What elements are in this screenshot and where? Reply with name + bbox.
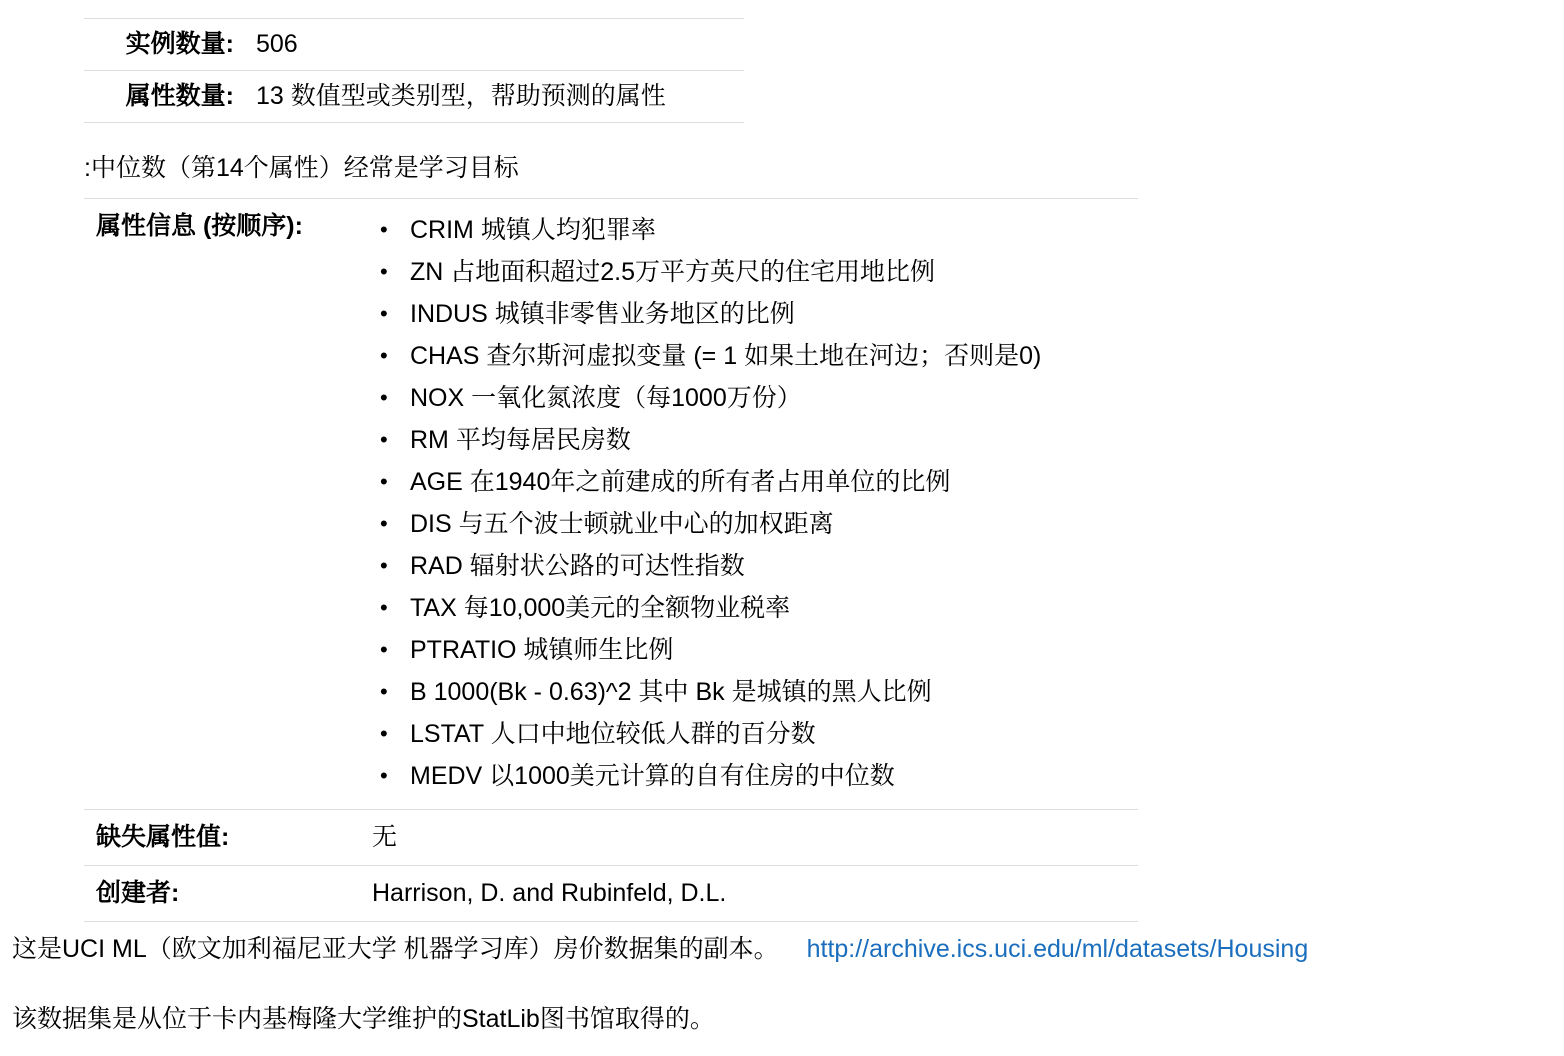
list-item: • ZN 占地面积超过2.5万平方英尺的住宅用地比例 [406, 251, 1130, 293]
list-item: • LSTAT 人口中地位较低人群的百分数 [406, 713, 1130, 755]
attribute-list [372, 209, 1130, 797]
creator-label: 创建者: [96, 879, 180, 907]
list-item: • INDUS 城镇非零售业务地区的比例 [406, 293, 1130, 335]
list-item: • TAX 每10,000美元的全额物业税率 [406, 587, 1130, 629]
attribute-info-table [84, 198, 1138, 922]
list-item: • CHAS 查尔斯河虚拟变量 (= 1 如果土地在河边；否则是0) [406, 335, 1130, 377]
median-note: :中位数（第14个属性）经常是学习目标 [84, 154, 519, 182]
table-row [84, 199, 1138, 810]
list-item: • NOX 一氧化氮浓度（每1000万份） [406, 377, 1130, 419]
list-item: • MEDV 以1000美元计算的自有住房的中位数 [406, 755, 1130, 797]
missing-values-label: 缺失属性值: [96, 823, 230, 851]
instances-label: 实例数量: [125, 30, 234, 58]
attribute-info-value [362, 199, 1138, 810]
statlib-paragraph: 该数据集是从位于卡内基梅隆大学维护的StatLib图书馆取得的。 [12, 1005, 715, 1033]
table-row [84, 71, 744, 123]
table-row [84, 866, 1138, 922]
source-paragraph [12, 932, 1308, 966]
list-item: • B 1000(Bk - 0.63)^2 其中 Bk 是城镇的黑人比例 [406, 671, 1130, 713]
list-item: • PTRATIO 城镇师生比例 [406, 629, 1130, 671]
list-item: • AGE 在1940年之前建成的所有者占用单位的比例 [406, 461, 1130, 503]
summary-table [84, 18, 744, 123]
attributes-count-label: 属性数量: [125, 82, 234, 110]
list-item: • DIS 与五个波士顿就业中心的加权距离 [406, 503, 1130, 545]
list-item: • RM 平均每居民房数 [406, 419, 1130, 461]
table-row [84, 19, 744, 71]
attribute-info-label: 属性信息 (按顺序): [96, 212, 303, 240]
creator-value: Harrison, D. and Rubinfeld, D.L. [372, 879, 727, 907]
missing-values-value: 无 [372, 823, 398, 851]
table-row [84, 810, 1138, 866]
uci-dataset-link[interactable]: http://archive.ics.uci.edu/ml/datasets/Housing [806, 935, 1309, 963]
instances-value: 506 [256, 30, 298, 58]
source-paragraph-text: 这是UCI ML（欧文加利福尼亚大学 机器学习库）房价数据集的副本。 [12, 935, 779, 963]
list-item: • CRIM 城镇人均犯罪率 [406, 209, 1130, 251]
list-item: • RAD 辐射状公路的可达性指数 [406, 545, 1130, 587]
attributes-count-value: 13 数值型或类别型，帮助预测的属性 [256, 82, 666, 110]
